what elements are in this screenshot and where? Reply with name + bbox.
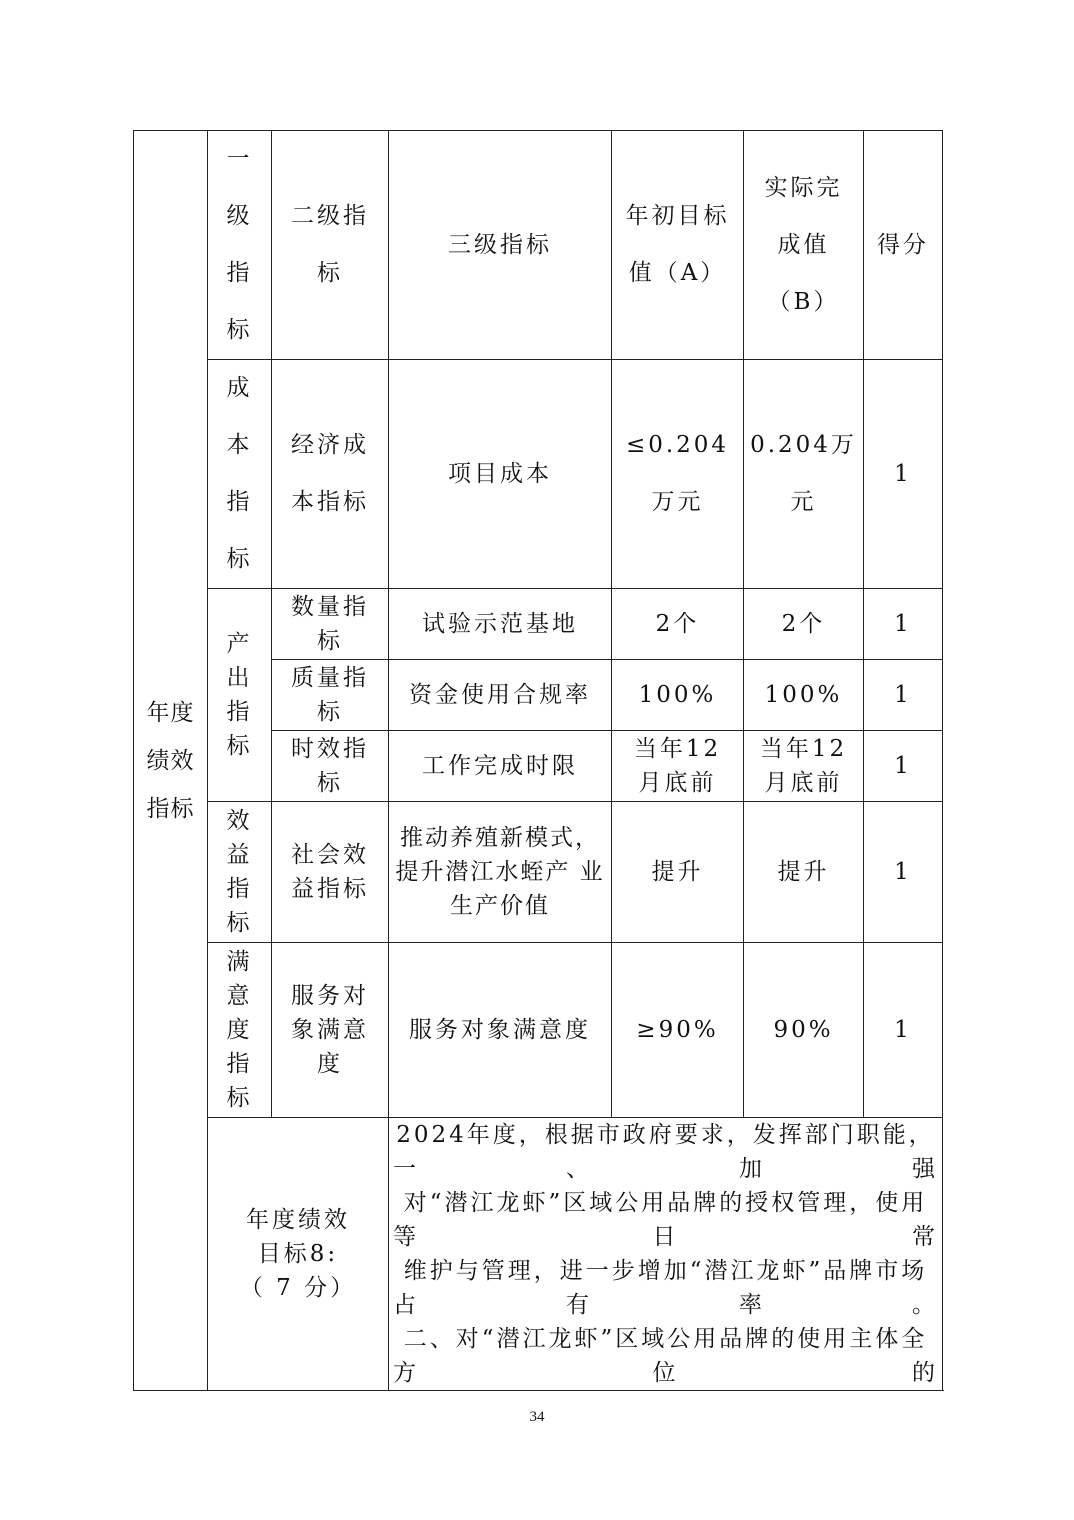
header-level2: 二级指 标 [272,131,389,360]
output-quality-actual: 100% [744,660,864,731]
output-quality-target: 100% [612,660,744,731]
satisfaction-score: 1 [864,943,943,1118]
cost-actual: 0.204万 元 [744,360,864,589]
goal-text-line: 对“潜江龙虾”区域公用品牌的授权管理，使用等日常 [393,1190,938,1250]
output-quality-level3: 资金使用合规率 [389,660,612,731]
cost-target: ≤0.204 万元 [612,360,744,589]
goal-text-line: 维护与管理，进一步增加“潜江龙虾”品牌市场占有率。 [393,1258,938,1318]
benefit-level1: 效 益 指 标 [208,802,272,943]
page-number: 34 [529,1409,545,1425]
output-quantity-target: 2个 [612,589,744,660]
output-quality-level2: 质量指 标 [272,660,389,731]
cost-level1: 成 本 指 标 [208,360,272,589]
goal-row [134,1118,943,1391]
satisfaction-level1: 满 意 度 指 标 [208,943,272,1118]
benefit-row [134,802,943,943]
goal-label: 年度绩效 目标8: （ 7 分） [208,1118,389,1391]
header-target: 年初目标 值（A） [612,131,744,360]
header-level3: 三级指标 [389,131,612,360]
cost-row [134,360,943,589]
output-quantity-actual: 2个 [744,589,864,660]
benefit-actual: 提升 [744,802,864,943]
output-quality-score: 1 [864,660,943,731]
output-level1: 产 出 指 标 [208,589,272,802]
header-score: 得分 [864,131,943,360]
output-quantity-level3: 试验示范基地 [389,589,612,660]
cost-level3: 项目成本 [389,360,612,589]
output-quantity-level2: 数量指 标 [272,589,389,660]
satisfaction-level3: 服务对象满意度 [389,943,612,1118]
satisfaction-row [134,943,943,1118]
benefit-score: 1 [864,802,943,943]
output-row-quantity [134,589,943,660]
benefit-target: 提升 [612,802,744,943]
header-actual: 实际完 成值（B） [744,131,864,360]
header-row [134,131,943,360]
cost-level2: 经济成 本指标 [272,360,389,589]
output-quantity-score: 1 [864,589,943,660]
cost-score: 1 [864,360,943,589]
performance-table [133,130,943,1391]
benefit-level3: 推动养殖新模式， 提升潜江水蛭产 业生产价值 [389,802,612,943]
output-timeliness-level3: 工作完成时限 [389,731,612,802]
goal-text-line: 2024年度，根据市政府要求，发挥部门职能，一、加强 [393,1122,938,1182]
goal-text [389,1118,943,1391]
satisfaction-actual: 90% [744,943,864,1118]
output-timeliness-score: 1 [864,731,943,802]
satisfaction-level2: 服务对 象满意 度 [272,943,389,1118]
output-timeliness-actual: 当年12 月底前 [744,731,864,802]
satisfaction-target: ≥90% [612,943,744,1118]
header-level1: 一 级 指 标 [208,131,272,360]
benefit-level2: 社会效 益指标 [272,802,389,943]
category-cell: 年度 绩效 指标 [134,131,208,1391]
goal-text-line: 二、对“潜江龙虾”区域公用品牌的使用主体全方位的 [393,1326,938,1386]
output-timeliness-target: 当年12 月底前 [612,731,744,802]
output-timeliness-level2: 时效指 标 [272,731,389,802]
